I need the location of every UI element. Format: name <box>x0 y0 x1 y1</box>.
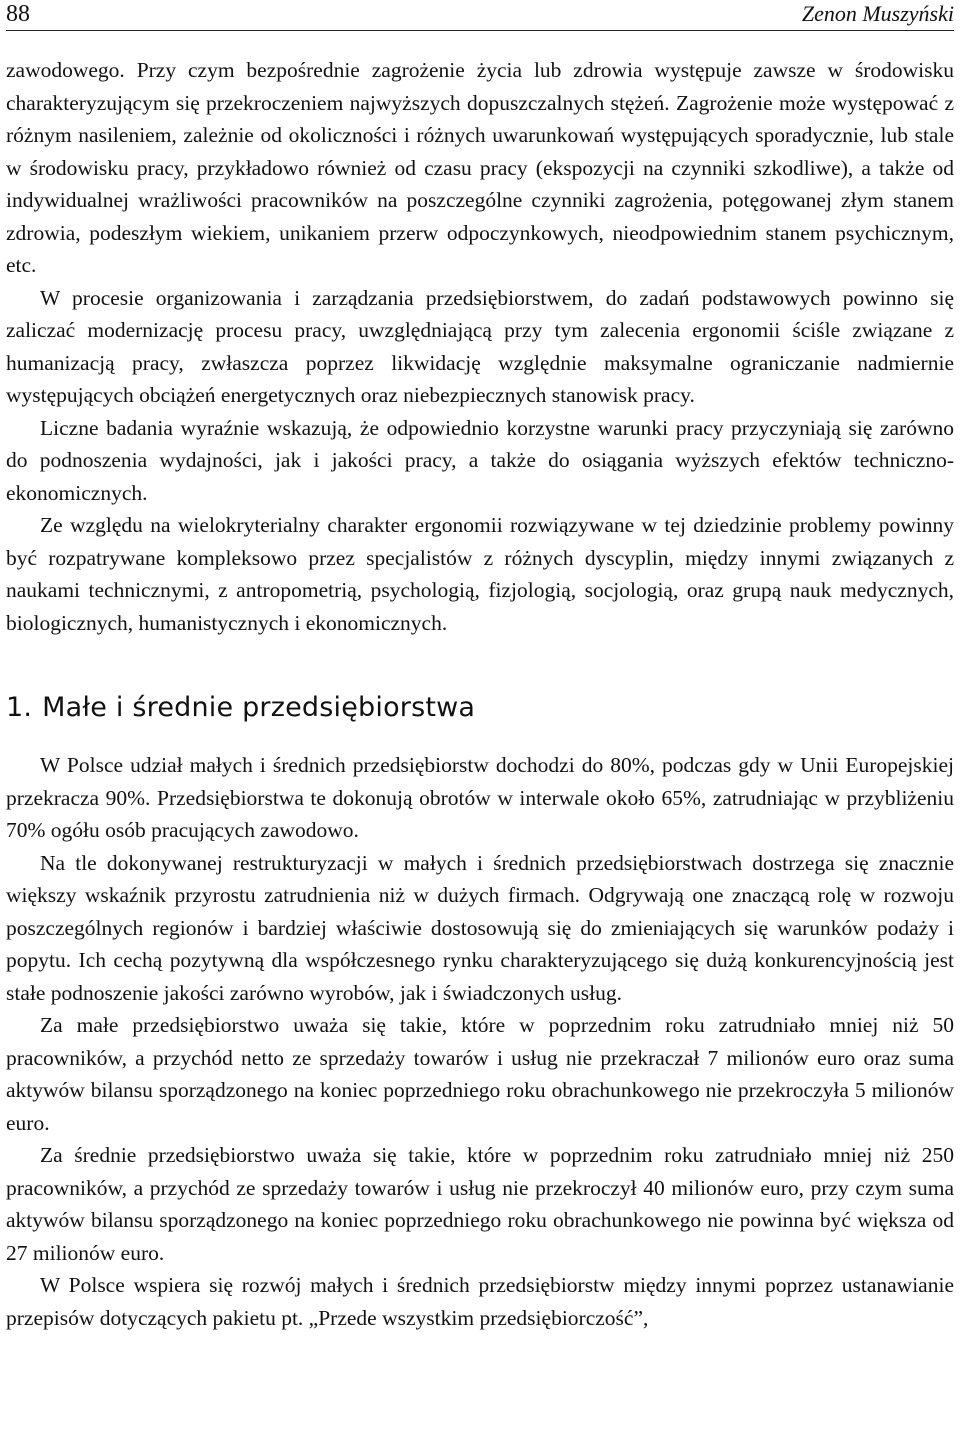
paragraph: Za małe przedsiębiorstwo uważa się takie, które w poprzednim roku zatrudniało mniej niż 50 pracowników, a przychód netto ze sprzedaży towarów i usług nie przekraczał 7 milionów euro oraz suma aktywów bilansu sporządzonego na koniec poprzedniego roku obrachunkowego nie przekroczyła 5 milionów euro. <box>6 1013 954 1135</box>
section-heading <box>6 691 954 725</box>
running-author: Zenon Muszyński <box>801 1 954 26</box>
section-title: Małe i średnie przedsiębiorstwa <box>42 692 476 723</box>
page-number: 88 <box>6 1 30 27</box>
page-body <box>6 54 954 1334</box>
paragraph: zawodowego. Przy czym bezpośrednie zagrożenie życia lub zdrowia występuje zawsze w środowisku charakteryzującym się przekroczeniem najwyższych dopuszczalnych stężeń. Zagrożenie może występować z różnym nasileniem, zależnie od okoliczności i różnych uwarunkowań występujących sporadycznie, lub stale w środowisku pracy, przykładowo również od czasu pracy (ekspozycji na czynniki szkodliwe), a także od indywidualnej wrażliwości pracowników na poszczególne czynniki zagrożenia, potęgowanej złym stanem zdrowia, podeszłym wiekiem, unikaniem przerw odpoczynkowych, nieodpowiednim stanem psychicznym, etc. <box>6 58 954 277</box>
paragraph: W Polsce udział małych i średnich przedsiębiorstw dochodzi do 80%, podczas gdy w Unii Europejskiej przekracza 90%. Przedsiębiorstwa te dokonują obrotów w interwale około 65%, zatrudniając w przybliżeniu 70% ogółu osób pracujących zawodowo. <box>6 753 954 842</box>
paragraph: Na tle dokonywanej restrukturyzacji w małych i średnich przedsiębiorstwach dostrzega się znacznie większy wskaźnik przyrostu zatrudnienia niż w dużych firmach. Odgrywają one znaczącą rolę w rozwoju poszczególnych regionów i bardziej właściwie dostosowują się do zmieniających się warunków podaży i popytu. Ich cechą pozytywną dla współczesnego rynku charakteryzującego się dużą konkurencyjnością jest stałe podnoszenie jakości zarówno wyrobów, jak i świadczonych usług. <box>6 850 954 1005</box>
paragraph: W Polsce wspiera się rozwój małych i średnich przedsiębiorstw między innymi poprzez ustanawianie przepisów dotyczących pakietu pt. „Przede wszystkim przedsiębiorczość”, <box>6 1273 954 1330</box>
paragraph: Ze względu na wielokryterialny charakter ergonomii rozwiązywane w tej dziedzinie problemy powinny być rozpatrywane kompleksowo przez specjalistów z różnych dyscyplin, między innymi związanych z naukami technicznymi, z antropometrią, psychologią, fizjologią, socjologią, oraz grupą nauk medycznych, biologicznych, humanistycznych i ekonomicznych. <box>6 513 954 635</box>
paragraph: W procesie organizowania i zarządzania przedsiębiorstwem, do zadań podstawowych powinno się zaliczać modernizację procesu pracy, uwzględniającą przy tym zalecenia ergonomii ściśle związane z humanizacją pracy, zwłaszcza poprzez likwidację względnie maksymalne ograniczanie nadmiernie występujących obciążeń energetycznych oraz niebezpiecznych stanowisk pracy. <box>6 285 954 407</box>
paragraph: Liczne badania wyraźnie wskazują, że odpowiednio korzystne warunki pracy przyczyniają się zarówno do podnoszenia wydajności, jak i jakości pracy, a także do osiągania wyższych efektów techniczno-ekonomicznych. <box>6 415 954 505</box>
section-number: 1. <box>6 692 33 723</box>
running-header <box>6 0 954 31</box>
paragraph: Za średnie przedsiębiorstwo uważa się takie, które w poprzednim roku zatrudniało mniej niż 250 pracowników, a przychód ze sprzedaży towarów i usług nie przekroczył 40 milionów euro, przy czym suma aktywów bilansu sporządzonego na koniec poprzedniego roku obrachunkowego nie powinna być większa od 27 milionów euro. <box>6 1143 954 1265</box>
